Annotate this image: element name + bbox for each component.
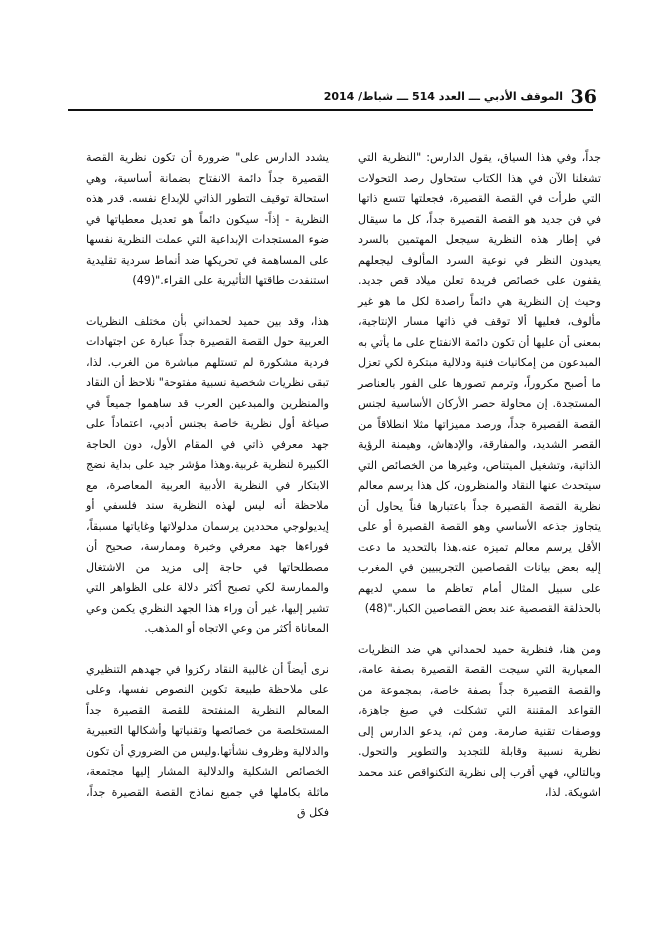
left-column <box>86 148 329 824</box>
paragraph: نرى أيضاً أن غالبية النقاد ركزوا في جهدهم التنظيري على ملاحظة طبيعة تكوين النصوص نفسها، وعلى المعالم النظرية المنفتحة للقصة القصيرة جداً المستخلصة من خصائصها وتقنياتها وأشكالها التعبيرية والدلالية وظروف نشأتها.وليس من الضروري أن تكون الخصائص الشكلية والدلالية المشار إليها مجتمعة، ماثلة بكاملها في جميع نماذج القصة القصيرة جداً، فكل ق <box>86 662 329 819</box>
header-divider <box>68 109 593 111</box>
paragraph: جداً، وفي هذا السياق، يقول الدارس: "النظرية التي تشغلنا الآن في هذا الكتاب ستحاول رصد التحولات التي طرأت في القصة القصيرة، فجعلتها تتسع ذاتها في فن جديد هو القصة القصيرة جداً، كل ما سيقال في إطار هذه النظرية سيجعل المهتمين بالسرد يعيدون النظر في نوعية السرد المألوف ليجعلهم يقفون على خصائص فريدة تعلن ميلاد قص جديد. وحيث إن النظرية هي دائماً راصدة لكل ما هو غير مألوف، فعليها ألا توقف في ذاتها مسار الإنتاجية، بمعنى أن عليها أن تكون دائمة الانفتاح على ما يأتي به المبدعون من إمكانيات فنية ودلالية مبتكرة لكي تعزل ما أصبح مكروراً، وترمم تصورها على الفور بالعناصر المستجدة. إن محاولة حصر الأركان الأساسية لجنس القصة القصيرة جداً، ورصد مميزاتها مثلا انطلاقاً من القصر الشديد، والمفارقة، والإدهاش، وهيمنة الرؤية الذاتية، وتشغيل الميتناص، وغيرها من الخصائص التي سيتحدث عنها النقاد والمنظرون، كل هذا يرسم معالم نظرية القصة القصيرة جداً باعتبارها فناً يحاول أن يتجاوز جذعه الأساسي وهو القصة القصيرة أو على الأقل يرسم معالم تميزه عنه.هذا بالتحديد ما دعت إليه بعض بيانات القصاصين التجريبيين في المغرب على سبيل المثال أمام تعاظم ما سمي لديهم بالحذلقة القصصية عند بعض القصاصين الكبار."(48) <box>358 151 601 615</box>
page-number: 36 <box>570 86 597 108</box>
right-column <box>358 148 601 804</box>
paragraph-gap <box>86 640 329 660</box>
paragraph-gap <box>86 292 329 312</box>
paragraph: ومن هنا، فنظرية حميد لحمداني هي ضد النظريات المعيارية التي سيجت القصة القصيرة بصفة عامة، والقصة القصيرة جداً بصفة خاصة، بمجموعة من القواعد المقننة التي تشكلت في صيغ جاهزة، ووصفات تقنية صارمة. ومن ثم، يدعو الدارس إلى نظرية نسبية وقابلة للتجديد والتطوير والتحول. وبالتالي، فهي أقرب إلى نظرية التكنواقص عند محمد اشويكة. لذا، <box>358 642 601 799</box>
paragraph-gap <box>358 620 601 640</box>
running-header: الموقف الأدبي ـــ العدد 514 ـــ شباط/ 2014 <box>323 90 563 103</box>
paragraph: هذا، وقد بين حميد لحمداني بأن مختلف النظريات العربية حول القصة القصيرة جداً عبارة عن اجتهادات فردية مشكورة لم تستلهم مباشرة من الغرب. لذا، تبقى نظريات شخصية نسبية مفتوحة" نلاحظ أن النقاد والمنظرين والمبدعين العرب قد ساهموا جميعاً في صياغة أول نظرية خاصة بجنس أدبي، اعتماداً على جهد معرفي ذاتي في المقام الأول، دون الحاجة الكبيرة لنظرية غربية.وهذا مؤشر جيد على بداية نضج الابتكار في النظرية الأدبية العربية المعاصرة، مع ملاحظة أنه ليس لهذه النظرية سند فلسفي أو إيديولوجي محددين يرسمان مدلولاتها وغاياتها مسبقاً، فوراءها جهد معرفي وخبرة وممارسة، صحيح أن مصطلحاتها في حاجة إلى مزيد من الاشتغال والممارسة لكي تصبح أكثر دلالة على الظواهر التي تشير إليها، غير أن وراء هذا الجهد النظري يكمن وعي المعاناة أكثر من وعي الاتجاه أو المذهب. <box>86 314 329 635</box>
paragraph: يشدد الدارس على" ضرورة أن تكون نظرية القصة القصيرة جداً دائمة الانفتاح بضمانة أساسية، وهي استحالة توقيف التطور الذاتي للإبداع نفسه. قدر هذه النظرية - إذاً- سيكون دائماً هو تعديل معطياتها في ضوء المستجدات الإبداعية التي عملت النظرية نفسها على المساهمة في تحريكها ضد أنماط سردية تقليدية استنفدت طاقتها التأثيرية على القراء."(49) <box>86 151 329 287</box>
